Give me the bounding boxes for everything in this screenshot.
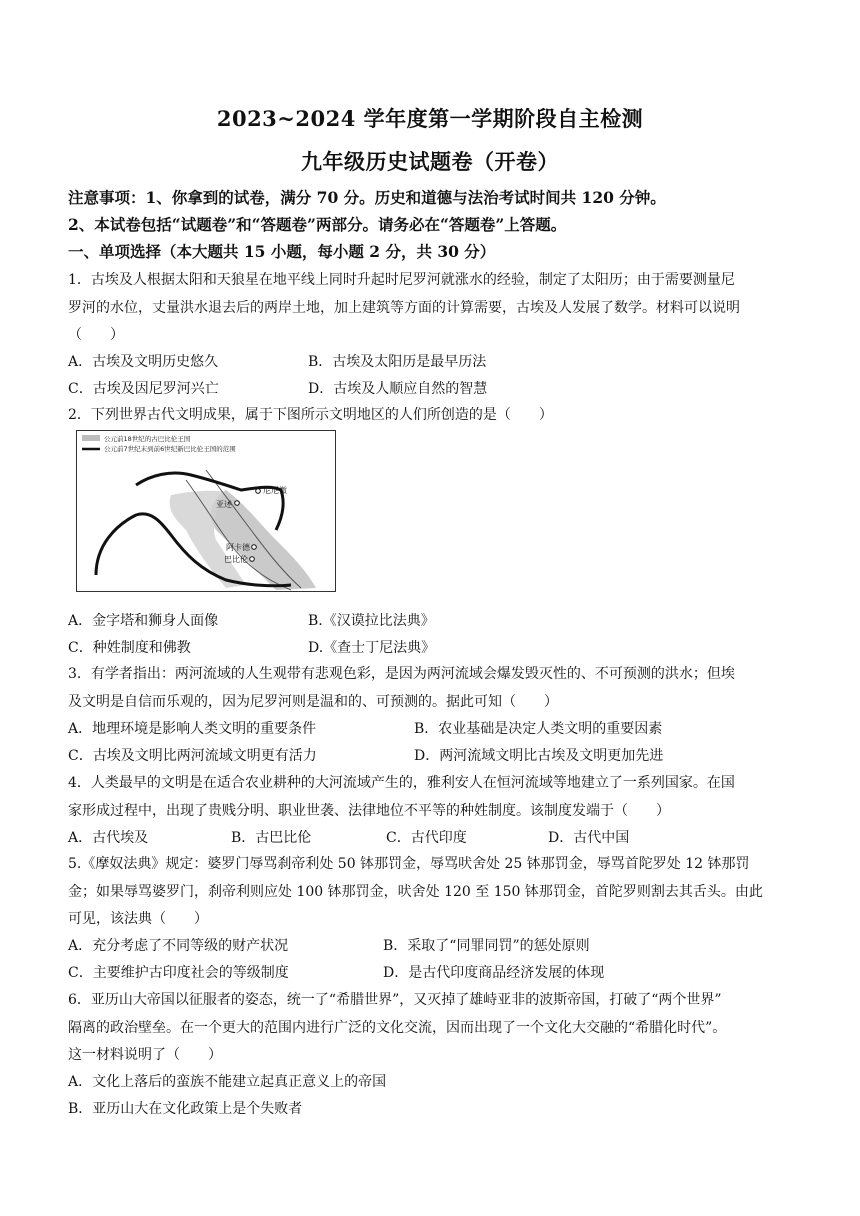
q6-option-a-row bbox=[68, 1069, 808, 1095]
question-1 bbox=[68, 267, 798, 350]
question-2 bbox=[68, 402, 798, 430]
q5-option-d: D．是古代印度商品经济发展的体现 bbox=[383, 965, 605, 981]
q3-options-row-2 bbox=[68, 743, 808, 769]
question-line: 5.《摩奴法典》规定：婆罗门辱骂刹帝利处 50 钵那罚金，辱骂吠舍处 25 钵那罚金，辱骂首陀罗处 12 钵那罚 bbox=[68, 856, 750, 872]
city-marker bbox=[256, 489, 261, 494]
question-line: 金；如果辱骂婆罗门，刹帝利则应处 100 钵那罚金，吠舍处 120 至 150 钵那罚金，首陀罗则割去其舌头。由此 bbox=[68, 883, 763, 900]
city-marker bbox=[250, 557, 255, 562]
q2-options-row-1 bbox=[68, 608, 808, 634]
legend-swatch-shaded bbox=[82, 435, 100, 441]
question-line: 及文明是自信而乐观的，因为尼罗河则是温和的、可预测的。据此可知（ ） bbox=[68, 693, 558, 710]
q1-option-a: A．古埃及文明历史悠久 bbox=[68, 354, 219, 370]
question-line: 3．有学者指出：两河流域的人生观带有悲观色彩，是因为两河流域会爆发毁灭性的、不可预测的洪水；但埃 bbox=[68, 666, 735, 682]
q2-options-row-2 bbox=[68, 635, 808, 661]
question-line: 隔离的政治壁垒。在一个更大的范围内进行广泛的文化交流，因而出现了一个文化大交融的“希腊化时代”。 bbox=[68, 1019, 727, 1036]
q5-option-b: B．采取了“同罪同罚”的惩处原则 bbox=[383, 938, 590, 954]
q4-option-b: B．古巴比伦 bbox=[231, 830, 312, 846]
question-4 bbox=[68, 770, 798, 825]
q3-option-a: A．地理环境是影响人类文明的重要条件 bbox=[68, 721, 317, 737]
q5-option-a: A．充分考虑了不同等级的财产状况 bbox=[68, 938, 289, 954]
q4-option-c: C．古代印度 bbox=[386, 830, 467, 846]
q4-options-row bbox=[68, 825, 808, 851]
babylon-map bbox=[76, 430, 336, 592]
q6-option-b-row bbox=[68, 1096, 808, 1122]
q4-option-d: D．古代中国 bbox=[548, 830, 630, 846]
legend-label-1: 公元前18世纪的古巴比伦王国 bbox=[104, 435, 191, 443]
question-line: 可见，该法典（ ） bbox=[68, 911, 208, 927]
question-5 bbox=[68, 851, 798, 934]
notice-line-2: 2、本试卷包括“试题卷”和“答题卷”两部分。请务必在“答题卷”上答题。 bbox=[68, 215, 567, 234]
q5-options-row-2 bbox=[68, 960, 808, 986]
question-line: 家形成过程中，出现了贵贱分明、职业世袭、法律地位不平等的种姓制度。该制度发端于（ ） bbox=[68, 802, 670, 819]
legend-label-2: 公元前7世纪末到前6世纪新巴比伦王国的范围 bbox=[104, 445, 236, 453]
question-6 bbox=[68, 987, 798, 1070]
question-line: 6．亚历山大帝国以征服者的姿态，统一了“希腊世界”，又灭掉了雄峙亚非的波斯帝国，打破了“两个世界” bbox=[68, 992, 722, 1008]
q1-option-d: D．古埃及人顺应自然的智慧 bbox=[308, 381, 488, 397]
place-label-nineveh: 尼尼微 bbox=[263, 486, 287, 495]
q1-options-row-1 bbox=[68, 349, 808, 375]
q4-option-a: A．古代埃及 bbox=[68, 830, 149, 846]
q2-option-d: D.《查士丁尼法典》 bbox=[308, 640, 436, 656]
question-line: 4．人类最早的文明是在适合农业耕种的大河流域产生的，雅利安人在恒河流域等地建立了一系列国家。在国 bbox=[68, 775, 735, 791]
q2-option-a: A．金字塔和狮身人面像 bbox=[68, 613, 219, 629]
exam-title: 2023~2024 学年度第一学期阶段自主检测 bbox=[216, 106, 644, 131]
q3-options-row-1 bbox=[68, 716, 808, 742]
question-line: 这一材料说明了（ ） bbox=[68, 1047, 222, 1063]
city-marker bbox=[252, 545, 257, 550]
q1-options-row-2 bbox=[68, 376, 808, 402]
q1-option-c: C．古埃及因尼罗河兴亡 bbox=[68, 381, 219, 397]
q3-option-c: C．古埃及文明比两河流域文明更有活力 bbox=[68, 748, 317, 764]
q5-option-c: C．主要维护古印度社会的等级制度 bbox=[68, 965, 289, 981]
question-line: （ ） bbox=[68, 327, 124, 343]
q6-option-a: A．文化上落后的蛮族不能建立起真正意义上的帝国 bbox=[68, 1074, 387, 1090]
question-3 bbox=[68, 661, 798, 716]
q6-option-b: B．亚历山大在文化政策上是个失败者 bbox=[68, 1101, 303, 1117]
q5-options-row-1 bbox=[68, 933, 808, 959]
q1-option-b: B．古埃及太阳历是最早历法 bbox=[308, 354, 487, 370]
place-label-babylon: 巴比伦 bbox=[224, 555, 248, 564]
exam-subtitle: 九年级历史试题卷（开卷） bbox=[301, 149, 559, 174]
city-marker bbox=[235, 501, 240, 506]
section-heading: 一、单项选择（本大题共 15 小题，每小题 2 分，共 30 分） bbox=[68, 242, 496, 261]
place-label-akkad: 阿卡德 bbox=[226, 543, 250, 552]
question-line: 1．古埃及人根据太阳和天狼星在地平线上同时升起时尼罗河就涨水的经验，制定了太阳历；由于需要测量尼 bbox=[68, 272, 735, 288]
question-line: 2．下列世界古代文明成果，属于下图所示文明地区的人们所创造的是（ ） bbox=[68, 407, 553, 423]
q2-option-c: C．种姓制度和佛教 bbox=[68, 640, 191, 656]
q3-option-b: B．农业基础是决定人类文明的重要因素 bbox=[414, 721, 663, 737]
q2-option-b: B.《汉谟拉比法典》 bbox=[308, 613, 435, 629]
notice-line-1: 注意事项：1、你拿到的试卷，满分 70 分。历史和道德与法治考试时间共 120 分钟。 bbox=[68, 188, 666, 207]
q3-option-d: D．两河流域文明比古埃及文明更加先进 bbox=[414, 748, 664, 764]
place-label-assyria: 亚述 bbox=[216, 500, 232, 509]
question-line: 罗河的水位，丈量洪水退去后的两岸土地，加上建筑等方面的计算需要，古埃及人发展了数学。材料可以说明 bbox=[68, 299, 740, 316]
